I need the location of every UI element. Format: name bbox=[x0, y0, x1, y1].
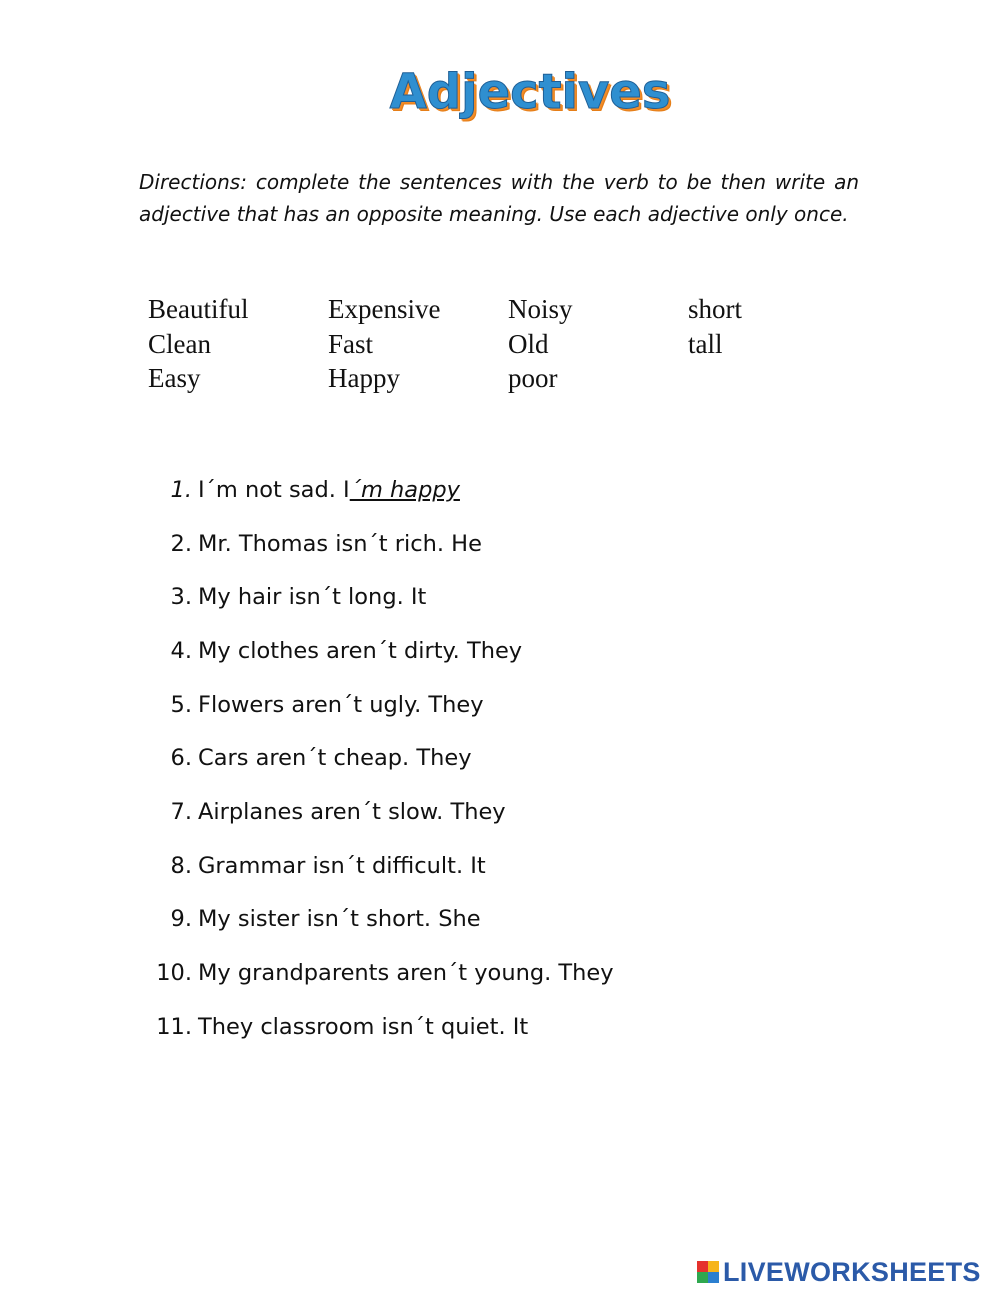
word-bank-item: Noisy bbox=[508, 294, 573, 324]
question-text: My grandparents aren´t young. They bbox=[198, 960, 614, 987]
question-text: Mr. Thomas isn´t rich. He bbox=[198, 530, 482, 557]
word-bank-item: poor bbox=[508, 363, 558, 393]
question-row bbox=[150, 1000, 850, 1054]
question-list bbox=[150, 463, 850, 1054]
directions-text: Directions: complete the sentences with the verb to be then write an adjective that has an opposite meaning. Use each adjective only once. bbox=[139, 170, 859, 226]
word-bank-item: Fast bbox=[328, 328, 374, 359]
question-text: They classroom isn´t quiet. It bbox=[198, 1013, 529, 1040]
word-bank-item bbox=[688, 361, 808, 396]
question-number: 5. bbox=[170, 691, 192, 718]
question-text: My sister isn´t short. She bbox=[198, 906, 481, 933]
word-bank-item: tall bbox=[688, 328, 723, 359]
question-row bbox=[150, 946, 850, 1000]
logo-block bbox=[708, 1261, 719, 1272]
question-row bbox=[150, 463, 850, 517]
question-number: 9. bbox=[170, 906, 192, 933]
question-text: My clothes aren´t dirty. They bbox=[198, 637, 523, 664]
question-text: Flowers aren´t ugly. They bbox=[198, 691, 484, 718]
logo-block bbox=[697, 1272, 708, 1283]
word-bank-item: Old bbox=[508, 328, 549, 359]
question-number: 2. bbox=[170, 530, 192, 557]
question-row bbox=[150, 624, 850, 678]
word-bank-item: Beautiful bbox=[148, 294, 249, 324]
page-title: Adjectives bbox=[389, 64, 671, 120]
question-number: 8. bbox=[170, 852, 192, 879]
question-row bbox=[150, 678, 850, 732]
question-number: 7. bbox=[170, 798, 192, 825]
question-number: 1. bbox=[170, 476, 192, 503]
question-text: Cars aren´t cheap. They bbox=[198, 745, 472, 772]
question-number: 6. bbox=[170, 745, 192, 772]
word-bank-item: short bbox=[688, 294, 742, 324]
question-number: 11. bbox=[156, 1013, 192, 1040]
liveworksheets-logo[interactable] bbox=[697, 1257, 981, 1287]
word-bank-item: Clean bbox=[148, 328, 211, 359]
question-row bbox=[150, 517, 850, 571]
question-row bbox=[150, 839, 850, 893]
question-text: I´m not sad. I bbox=[198, 476, 350, 503]
question-row bbox=[150, 570, 850, 624]
question-text: My hair isn´t long. It bbox=[198, 584, 427, 611]
logo-blocks-icon bbox=[697, 1261, 719, 1283]
question-number: 10. bbox=[156, 960, 192, 987]
word-bank bbox=[148, 292, 808, 396]
question-number: 4. bbox=[170, 637, 192, 664]
logo-block bbox=[697, 1261, 708, 1272]
word-bank-item: Happy bbox=[328, 363, 400, 393]
question-row bbox=[150, 785, 850, 839]
answer-text[interactable]: ´m happy bbox=[349, 476, 460, 503]
question-text: Airplanes aren´t slow. They bbox=[198, 798, 506, 825]
logo-block bbox=[708, 1272, 719, 1283]
question-row bbox=[150, 893, 850, 947]
word-bank-item: Expensive bbox=[328, 294, 441, 324]
question-row bbox=[150, 731, 850, 785]
brand-name: LIVEWORKSHEETS bbox=[723, 1257, 981, 1287]
word-bank-item: Easy bbox=[148, 363, 201, 393]
question-text: Grammar isn´t difficult. It bbox=[198, 852, 486, 879]
question-number: 3. bbox=[170, 584, 192, 611]
